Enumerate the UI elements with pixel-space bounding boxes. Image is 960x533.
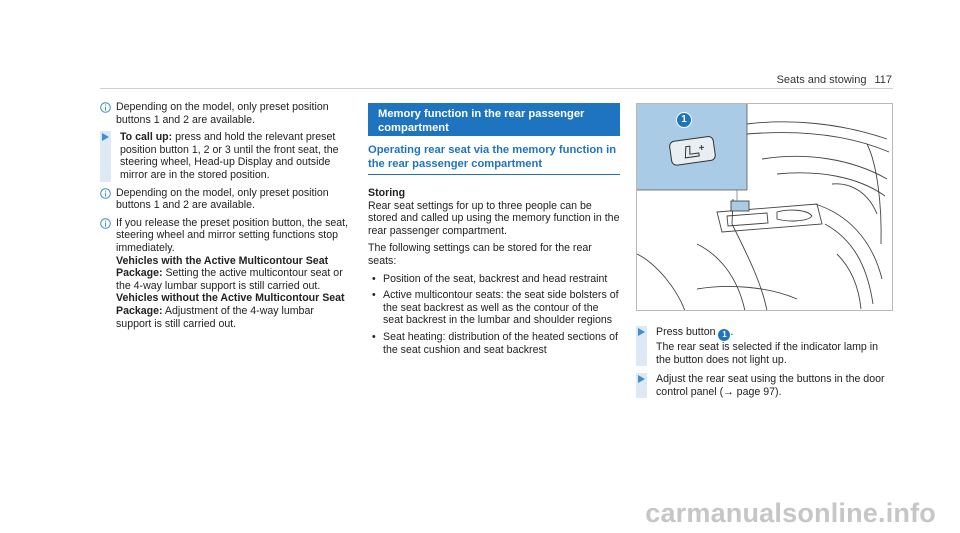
door-panel-illustration [636, 103, 893, 311]
header-rule [100, 88, 893, 89]
list-item: • Position of the seat, backrest and head restraint [368, 273, 620, 286]
step-label: To call up: [120, 131, 173, 144]
info-note [100, 187, 352, 212]
step-text: Adjust the rear seat using the buttons in the door control panel ( [656, 373, 885, 398]
figure-callout [676, 112, 692, 128]
step-press-button [636, 326, 893, 366]
step-arrow-icon [102, 133, 109, 141]
info-text: If you release the preset position button, the seat, steering wheel and mirror setting functions stop immediately. [116, 216, 349, 254]
paragraph: The following settings can be stored for the rear seats: [368, 242, 592, 267]
header-title: Seats and stowing [776, 74, 867, 86]
info-sub-label: Vehicles without the Active Multicontour Seat Package: [116, 292, 345, 317]
section-heading: Memory function in the rear passenger compartment [368, 103, 620, 136]
info-text: Depending on the model, only preset position buttons 1 and 2 are available. [116, 186, 329, 212]
list-item: • Active multicontour seats: the seat side bolsters of the seat backrest as well as the contour of the seat backrest in the lumbar and shoulder regions [368, 289, 620, 327]
page-header [777, 74, 892, 87]
info-sub-text: Adjustment of the 4-way lumbar support is still carried out. [116, 304, 314, 330]
step-detail: The rear seat is selected if the indicator lamp in the button does not light up. [656, 341, 878, 366]
step-arrow-icon [638, 328, 645, 336]
watermark: carmanualsonline.info [645, 498, 936, 529]
subsection-heading: Operating rear seat via the memory function in the rear passenger compartment [368, 144, 620, 175]
info-icon [100, 188, 111, 199]
info-note [100, 101, 352, 126]
page-reference-link[interactable]: page 97). [733, 385, 782, 398]
column-left [100, 101, 352, 335]
info-icon [100, 102, 111, 113]
step-adjust-seat [636, 373, 893, 398]
info-text: Depending on the model, only preset position buttons 1 and 2 are available. [116, 101, 329, 126]
paragraph: Rear seat settings for up to three people can be stored and called up using the memory function in the rear passenger compartment. [368, 199, 620, 237]
page-number: 117 [874, 74, 892, 86]
column-middle [368, 103, 620, 360]
callout-number: 1 [681, 114, 687, 125]
door-illustration-svg [637, 104, 893, 311]
info-sub-text: Setting the active multicontour seat or the 4-way lumbar support is still carried out. [116, 267, 343, 292]
settings-list [368, 273, 620, 357]
step-text: press and hold the relevant preset position button 1, 2 or 3 until the front seat, the steering wheel, Head-up Display and outside mirror are in the stored position. [120, 131, 339, 181]
info-sub-label: Vehicles with the Active Multicontour Seat Package: [116, 254, 329, 280]
list-item: • Seat heating: distribution of the heated sections of the seat cushion and seat backrest [368, 331, 620, 356]
column-right [636, 103, 893, 403]
info-note [100, 217, 352, 330]
step-text: Press button [656, 326, 719, 338]
step-text: . [730, 326, 734, 338]
info-icon [100, 218, 111, 229]
button-number-badge: 1 [718, 329, 730, 341]
step-arrow-icon [638, 375, 645, 383]
page-ref-arrow-icon: → [723, 385, 734, 398]
step-call-up [100, 131, 352, 181]
storing-title: Storing [368, 187, 406, 199]
